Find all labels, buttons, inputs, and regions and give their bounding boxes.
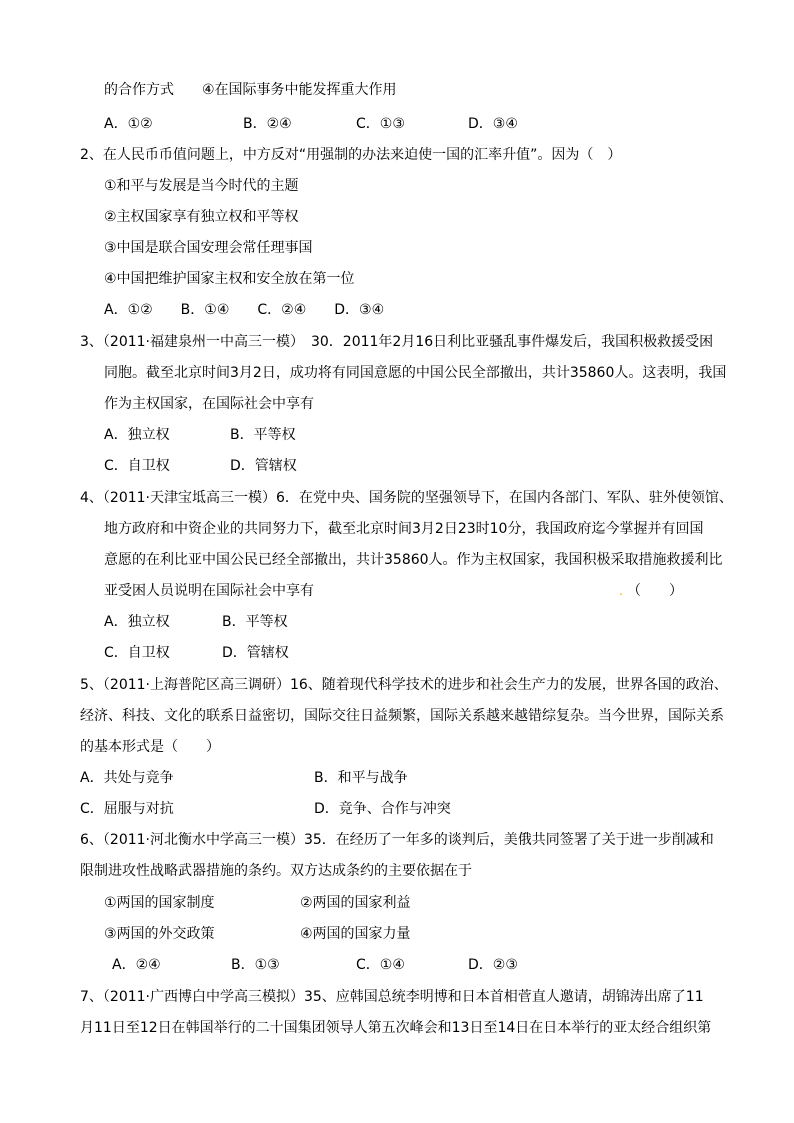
q2-options: A．①② B．①④ C．②④ D．③④ (104, 302, 385, 318)
q6-item-2: ②两国的国家利益 (300, 895, 411, 911)
q6-item-4: ④两国的国家力量 (300, 926, 411, 942)
q4-option-c: C．自卫权 (104, 645, 170, 661)
q6-option-b: B．①③ (231, 957, 280, 973)
yellow-dot-mark: . (619, 584, 623, 598)
q4-answer-bracket: （ ） (627, 583, 683, 599)
q4-stem-line-3: 意愿的在利比亚中国公民已经全部撤出，共计35860人。作为主权国家，我国积极采取措施救援利比 (104, 552, 723, 568)
q1-option-b: B．②④ (243, 116, 292, 132)
q6-option-c: C．①④ (356, 957, 405, 973)
q1-continuation: 的合作方式 ④在国际事务中能发挥重大作用 (104, 82, 397, 98)
q2-item-3: ③中国是联合国安理会常任理事国 (104, 240, 313, 256)
q7-stem-line-1: 7、（2011·广西博白中学高三模拟）35、应韩国总统李明博和日本首相菅直人邀请，胡锦涛出席了11 (80, 989, 704, 1005)
q7-stem-line-2: 月11日至12日在韩国举行的二十国集团领导人第五次峰会和13日至14日在日本举行的亚太经合组织第 (80, 1020, 712, 1036)
q6-option-a: A．②④ (112, 957, 161, 973)
q3-option-a: A．独立权 (104, 427, 170, 443)
q2-item-1: ①和平与发展是当今时代的主题 (104, 178, 299, 194)
q3-option-b: B．平等权 (230, 427, 296, 443)
q1-option-a: A．①② (104, 116, 153, 132)
q5-stem-line-1: 5、（2011·上海普陀区高三调研）16、随着现代科学技术的进步和社会生产力的发展，世界各国的政治、 (80, 677, 728, 693)
q6-option-d: D．②③ (468, 957, 518, 973)
q1-option-d: D．③④ (468, 116, 518, 132)
q6-item-3: ③两国的外交政策 (104, 926, 215, 942)
q5-option-d: D．竞争、合作与冲突 (314, 801, 451, 817)
q4-stem-line-4: 亚受困人员说明在国际社会中享有 (104, 583, 314, 599)
q3-option-d: D．管辖权 (230, 458, 297, 474)
q5-stem-line-2: 经济、科技、文化的联系日益密切，国际交往日益频繁，国际关系越来越错综复杂。当今世界，国际关系 (80, 708, 724, 724)
q4-option-a: A．独立权 (104, 614, 170, 630)
q3-stem-line-1: 3、（2011·福建泉州一中高三一模） 30．2011年2月16日利比亚骚乱事件爆发后，我国积极救援受困 (80, 334, 714, 350)
q1-option-c: C．①③ (356, 116, 405, 132)
q4-stem-line-1: 4、（2011·天津宝坻高三一模）6．在党中央、国务院的坚强领导下，在国内各部门、军队、驻外使领馆、 (80, 490, 733, 506)
q3-stem-line-3: 作为主权国家，在国际社会中享有 (104, 396, 314, 412)
q5-option-a: A．共处与竞争 (80, 770, 174, 786)
q5-option-c: C．屈服与对抗 (80, 801, 174, 817)
q6-stem-line-1: 6、（2011·河北衡水中学高三一模）35．在经历了一年多的谈判后，美俄共同签署了关于进一步削减和 (80, 832, 714, 848)
q5-option-b: B．和平与战争 (314, 770, 408, 786)
q2-item-4: ④中国把维护国家主权和安全放在第一位 (104, 271, 355, 287)
q6-stem-line-2: 限制进攻性战略武器措施的条约。双方达成条约的主要依据在于 (80, 863, 472, 879)
q4-option-d: D．管辖权 (222, 645, 289, 661)
q5-stem-line-3: 的基本形式是（ ） (80, 739, 220, 755)
q4-option-b: B．平等权 (222, 614, 288, 630)
q4-stem-line-2: 地方政府和中资企业的共同努力下，截至北京时间3月2日23时10分，我国政府迄今掌握并有回国 (104, 521, 704, 537)
q3-option-c: C．自卫权 (104, 458, 170, 474)
q2-item-2: ②主权国家享有独立权和平等权 (104, 209, 299, 225)
q3-stem-line-2: 同胞。截至北京时间3月2日，成功将有同国意愿的中国公民全部撤出，共计35860人。这表明，我国 (104, 365, 727, 381)
q6-item-1: ①两国的国家制度 (104, 895, 215, 911)
q2-stem: 2、在人民币币值问题上，中方反对“用强制的办法来迫使一国的汇率升值”。因为（ ） (80, 147, 622, 163)
